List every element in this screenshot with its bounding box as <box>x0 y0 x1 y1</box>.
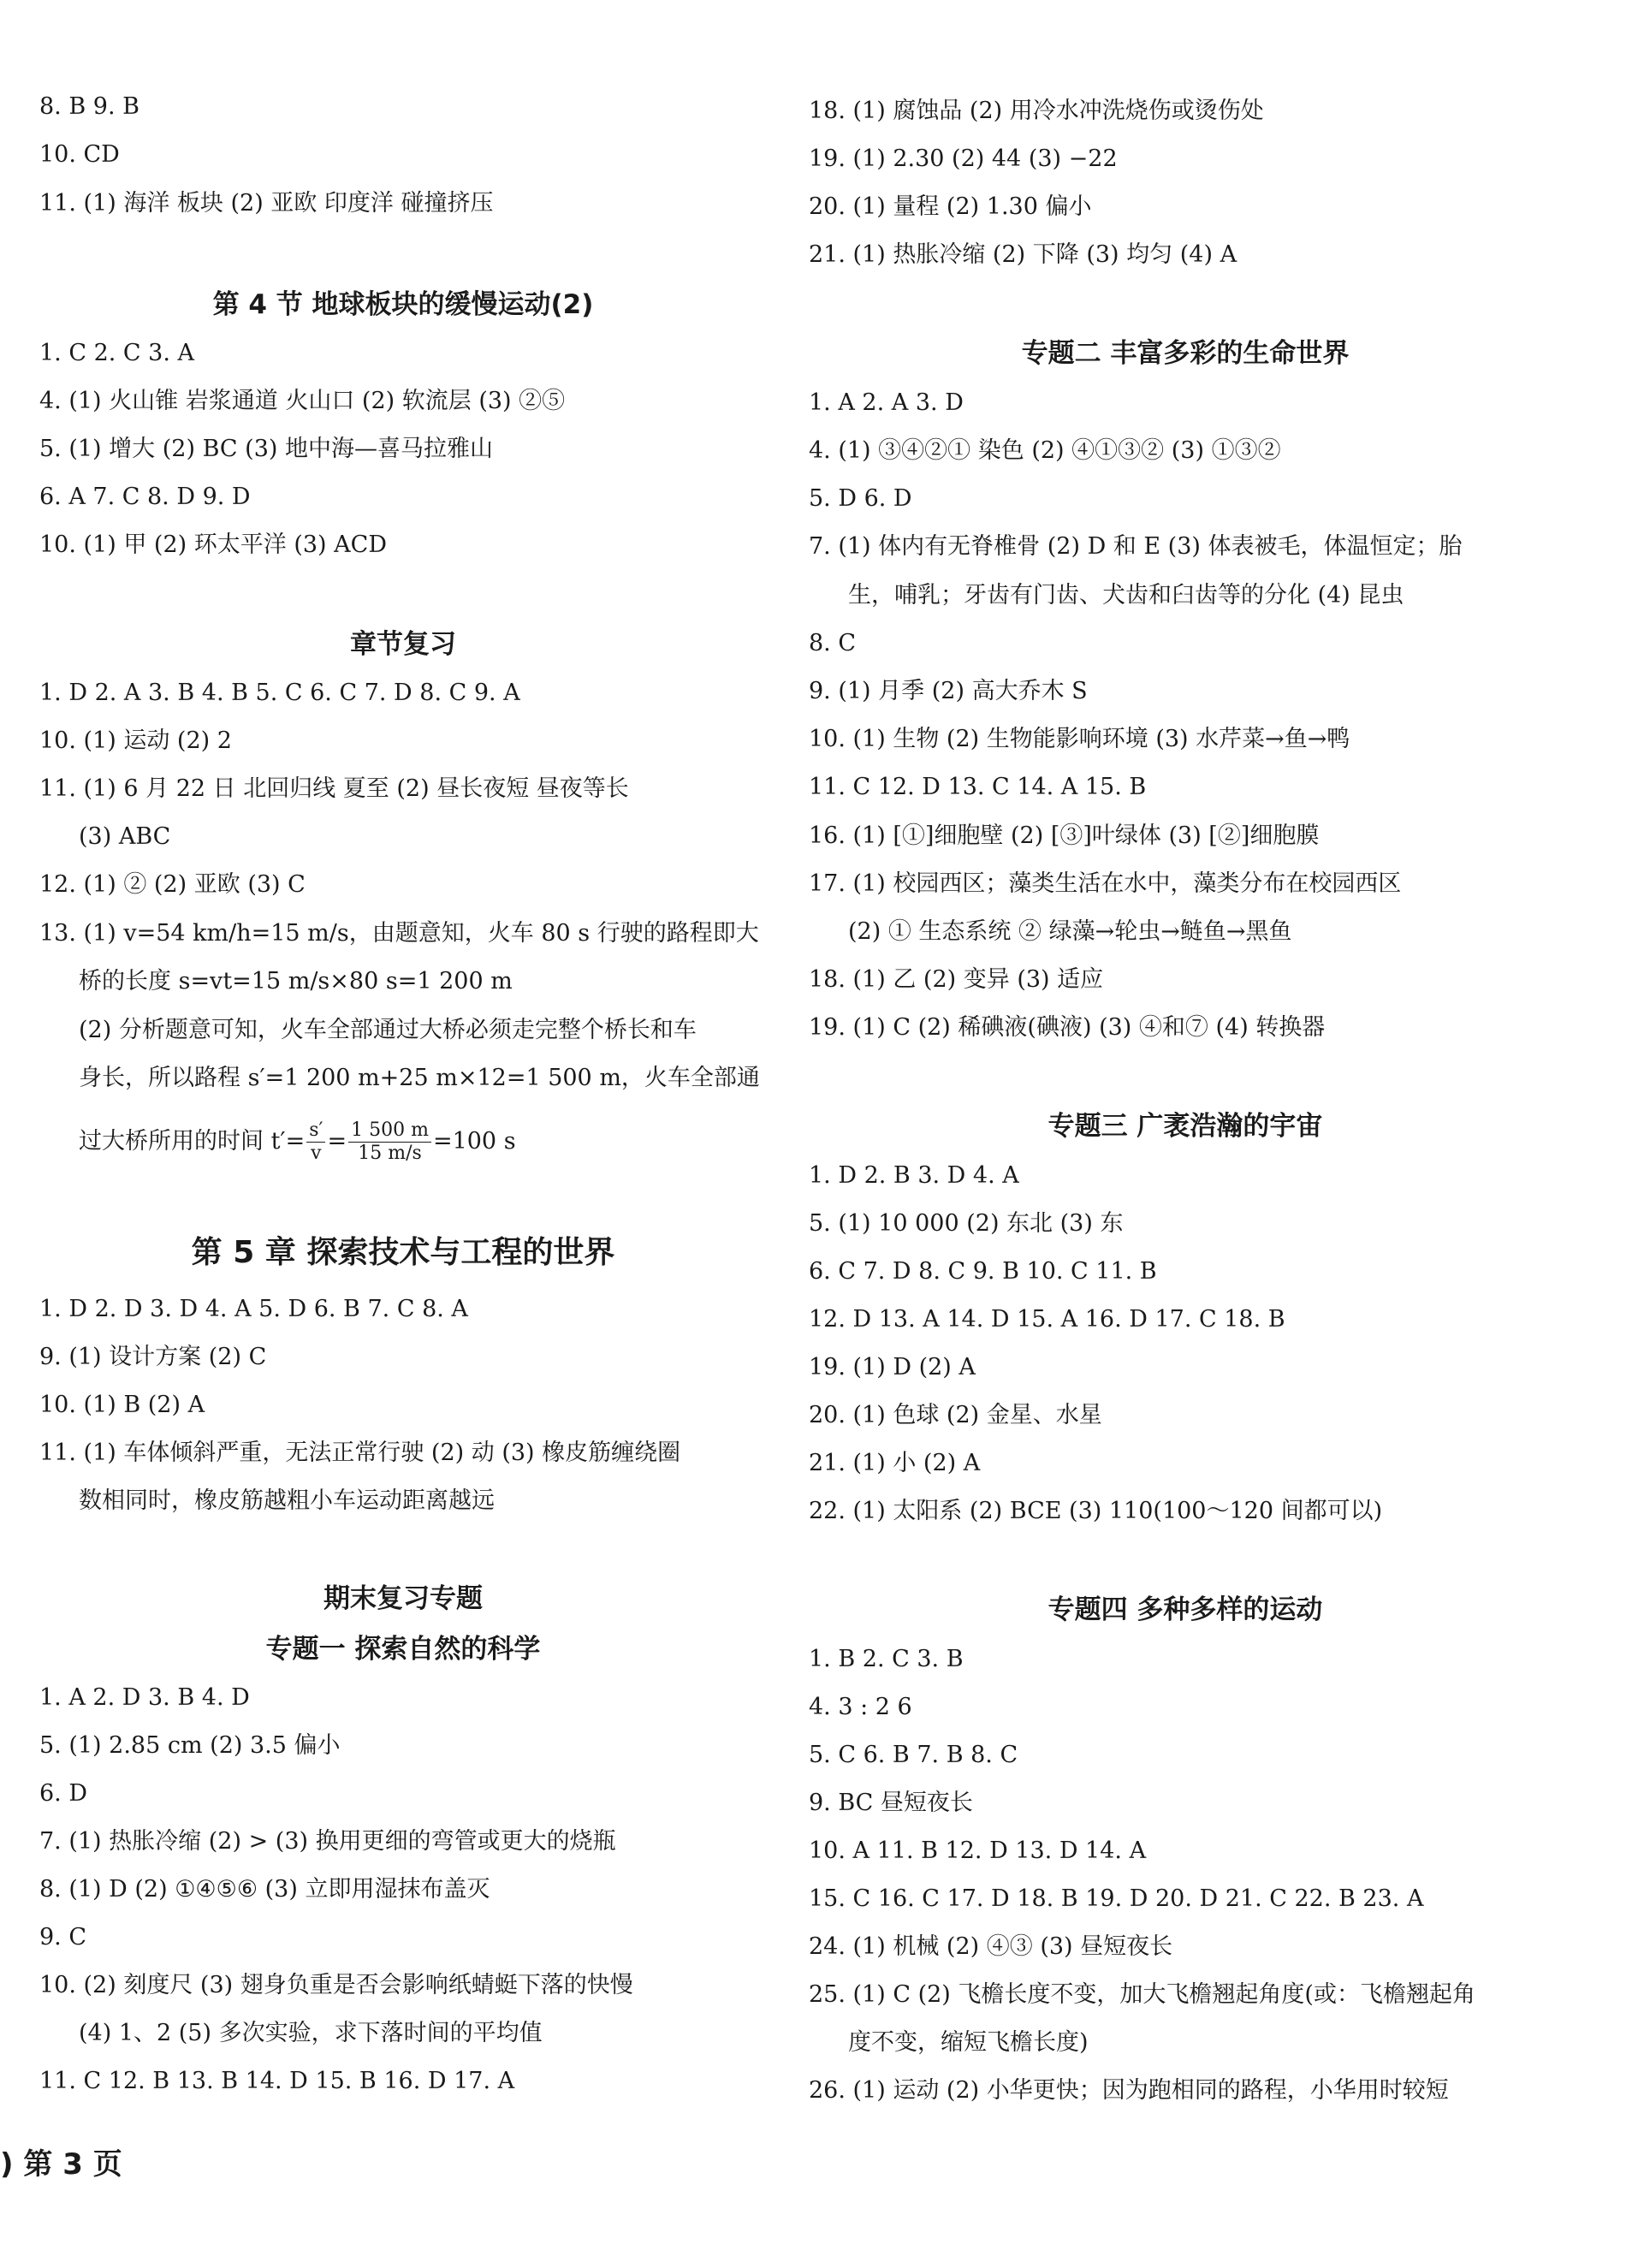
answer-line: 7. (1) 体内有无脊椎骨 (2) D 和 E (3) 体表被毛，体温恒定；胎 <box>809 533 1463 560</box>
answer-line: 19. (1) D (2) A <box>809 1354 976 1380</box>
answer-line: 10. A 11. B 12. D 13. D 14. A <box>809 1838 1147 1864</box>
answer-line: 11. (1) 海洋 板块 (2) 亚欧 印度洋 碰撞挤压 <box>39 190 494 217</box>
fraction-denominator: 15 m/s <box>358 1143 422 1164</box>
answer-line: 度不变，缩短飞檐长度) <box>848 2029 1089 2056</box>
answer-line: 身长，所以路程 s′=1 200 m+25 m×12=1 500 m，火车全部通 <box>79 1065 760 1091</box>
section-heading: 专题四 多种多样的运动 <box>1047 1594 1323 1625</box>
answer-line: (3) ABC <box>79 823 171 850</box>
answer-line: 5. (1) 增大 (2) BC (3) 地中海—喜马拉雅山 <box>39 436 493 462</box>
fraction-numerator: s′ <box>306 1119 325 1143</box>
answer-line: 17. (1) 校园西区；藻类生活在水中，藻类分布在校园西区 <box>809 870 1402 897</box>
section-heading: 期末复习专题 <box>323 1583 483 1614</box>
answer-line: 1. C 2. C 3. A <box>39 340 195 366</box>
answer-line: 10. (2) 刻度尺 (3) 翅身负重是否会影响纸蜻蜓下落的快慢 <box>39 1972 633 1998</box>
fraction <box>306 1119 325 1165</box>
answer-line: 1. D 2. D 3. D 4. A 5. D 6. B 7. C 8. A <box>39 1296 468 1322</box>
answer-line: 12. D 13. A 14. D 15. A 16. D 17. C 18. B <box>809 1306 1285 1333</box>
answer-line: 11. C 12. B 13. B 14. D 15. B 16. D 17. A <box>39 2068 515 2094</box>
section-heading: 专题三 广袤浩瀚的宇宙 <box>1047 1111 1323 1142</box>
answer-line: 数相同时，橡皮筋越粗小车运动距离越远 <box>79 1487 495 1514</box>
answer-line: 19. (1) C (2) 稀碘液(碘液) (3) ④和⑦ (4) 转换器 <box>809 1014 1326 1041</box>
answer-line: 8. (1) D (2) ①④⑤⑥ (3) 立即用湿抹布盖灭 <box>39 1876 490 1903</box>
answer-line: 21. (1) 热胀冷缩 (2) 下降 (3) 均匀 (4) A <box>809 241 1237 268</box>
fraction-denominator: v <box>311 1143 322 1164</box>
answer-line: 11. C 12. D 13. C 14. A 15. B <box>809 774 1147 800</box>
answer-line: 10. (1) 甲 (2) 环太平洋 (3) ACD <box>39 531 387 558</box>
answer-line: 18. (1) 乙 (2) 变异 (3) 适应 <box>809 966 1104 993</box>
answer-line: 8. B 9. B <box>39 93 139 120</box>
answer-line: 9. C <box>39 1924 87 1950</box>
answer-line: 21. (1) 小 (2) A <box>809 1450 981 1476</box>
answer-line: 20. (1) 色球 (2) 金星、水星 <box>809 1402 1102 1428</box>
answer-line: 9. BC 昼短夜长 <box>809 1790 973 1816</box>
answer-line: 11. (1) 6 月 22 日 北回归线 夏至 (2) 昼长夜短 昼夜等长 <box>39 775 629 802</box>
answer-line: 11. (1) 车体倾斜严重，无法正常行驶 (2) 动 (3) 橡皮筋缠绕圈 <box>39 1440 681 1466</box>
formula-prefix: 过大桥所用的时间 t′= <box>79 1128 306 1155</box>
page-number: ) 第 3 页 <box>0 2147 122 2182</box>
answer-line: (4) 1、2 (5) 多次实验，求下落时间的平均值 <box>79 2020 543 2046</box>
answer-line: 10. (1) 运动 (2) 2 <box>39 727 232 754</box>
section-subheading: 专题一 探索自然的科学 <box>265 1634 541 1665</box>
answer-line: 13. (1) v=54 km/h=15 m/s，由题意知，火车 80 s 行驶的路程即大 <box>39 920 759 947</box>
equals-sign: = <box>327 1128 347 1155</box>
answer-line: (2) ① 生态系统 ② 绿藻→轮虫→鲢鱼→黑鱼 <box>848 918 1292 945</box>
chapter-heading: 第 5 章 探索技术与工程的世界 <box>191 1235 615 1270</box>
section-heading: 专题二 丰富多彩的生命世界 <box>1021 338 1350 369</box>
answer-line: 4. 3 : 2 6 <box>809 1694 912 1720</box>
fraction-numerator: 1 500 m <box>348 1119 431 1143</box>
answer-line: 10. CD <box>39 141 120 168</box>
answer-line: 6. C 7. D 8. C 9. B 10. C 11. B <box>809 1258 1157 1285</box>
answer-line: 7. (1) 热胀冷缩 (2) > (3) 换用更细的弯管或更大的烧瓶 <box>39 1828 616 1855</box>
answer-line: (2) 分析题意可知，火车全部通过大桥必须走完整个桥长和车 <box>79 1017 697 1043</box>
fraction <box>348 1119 431 1165</box>
answer-line: 5. (1) 2.85 cm (2) 3.5 偏小 <box>39 1732 341 1759</box>
formula-result: =100 s <box>432 1128 516 1155</box>
answer-line: 12. (1) ② (2) 亚欧 (3) C <box>39 871 306 898</box>
section-heading: 章节复习 <box>350 629 456 660</box>
answer-line: 22. (1) 太阳系 (2) BCE (3) 110(100～120 间都可以) <box>809 1498 1383 1524</box>
answer-line: 桥的长度 s=vt=15 m/s×80 s=1 200 m <box>79 968 513 994</box>
answer-line: 5. (1) 10 000 (2) 东北 (3) 东 <box>809 1210 1124 1237</box>
answer-line: 6. A 7. C 8. D 9. D <box>39 484 251 510</box>
answer-line: 16. (1) [①]细胞壁 (2) [③]叶绿体 (3) [②]细胞膜 <box>809 822 1320 849</box>
answer-line: 9. (1) 月季 (2) 高大乔木 S <box>809 678 1088 704</box>
section-heading: 第 4 节 地球板块的缓慢运动(2) <box>212 289 594 320</box>
answer-line: 15. C 16. C 17. D 18. B 19. D 20. D 21. C 22. B 23. A <box>809 1885 1424 1912</box>
formula-line <box>39 1116 516 1167</box>
answer-line: 生，哺乳；牙齿有门齿、犬齿和臼齿等的分化 (4) 昆虫 <box>848 582 1404 609</box>
answer-line: 4. (1) ③④②① 染色 (2) ④①③② (3) ①③② <box>809 437 1281 464</box>
answer-line: 18. (1) 腐蚀品 (2) 用冷水冲洗烧伤或烫伤处 <box>809 98 1264 124</box>
answer-line: 4. (1) 火山锥 岩浆通道 火山口 (2) 软流层 (3) ②⑤ <box>39 388 566 414</box>
answer-line: 5. D 6. D <box>809 485 912 512</box>
answer-line: 6. D <box>39 1780 87 1807</box>
answer-line: 26. (1) 运动 (2) 小华更快；因为跑相同的路程，小华用时较短 <box>809 2077 1449 2104</box>
answer-line: 19. (1) 2.30 (2) 44 (3) −22 <box>809 145 1118 172</box>
answer-line: 20. (1) 量程 (2) 1.30 偏小 <box>809 193 1092 220</box>
answer-line: 9. (1) 设计方案 (2) C <box>39 1344 267 1370</box>
answer-line: 1. D 2. A 3. B 4. B 5. C 6. C 7. D 8. C 9. A <box>39 680 520 706</box>
answer-line: 25. (1) C (2) 飞檐长度不变，加大飞檐翘起角度(或：飞檐翘起角 <box>809 1981 1475 2008</box>
answer-line: 8. C <box>809 630 857 656</box>
answer-line: 1. B 2. C 3. B <box>809 1646 964 1672</box>
answer-line: 5. C 6. B 7. B 8. C <box>809 1742 1018 1768</box>
answer-line: 10. (1) B (2) A <box>39 1392 205 1418</box>
answer-line: 1. D 2. B 3. D 4. A <box>809 1162 1019 1189</box>
answer-line: 1. A 2. A 3. D <box>809 389 964 416</box>
answer-line: 10. (1) 生物 (2) 生物能影响环境 (3) 水芹菜→鱼→鸭 <box>809 726 1350 752</box>
answer-line: 1. A 2. D 3. B 4. D <box>39 1684 250 1711</box>
answer-line: 24. (1) 机械 (2) ④③ (3) 昼短夜长 <box>809 1933 1173 1960</box>
